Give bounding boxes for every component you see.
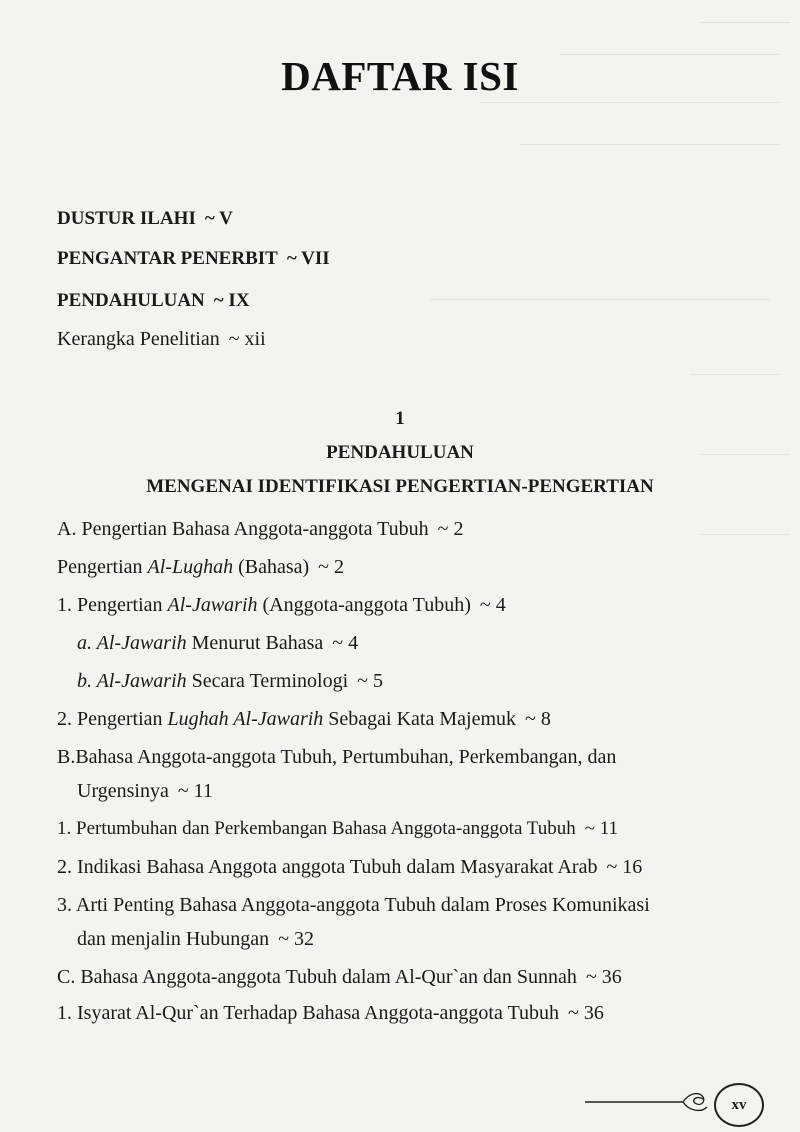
toc-page-ref: V bbox=[219, 208, 233, 229]
toc-entry-text: (Bahasa) bbox=[233, 556, 310, 578]
toc-page-ref: 16 bbox=[622, 856, 643, 878]
toc-entry bbox=[77, 780, 213, 803]
toc-page-ref: 2 bbox=[334, 556, 344, 578]
toc-page-ref: 11 bbox=[193, 780, 213, 802]
toc-entry bbox=[57, 966, 622, 989]
toc-entry-pengantar-penerbit bbox=[57, 248, 330, 270]
toc-separator: ~ bbox=[606, 856, 618, 878]
toc-entry bbox=[57, 556, 344, 579]
toc-separator: ~ bbox=[584, 818, 596, 839]
chapter-number: 1 bbox=[395, 408, 405, 429]
toc-separator: ~ bbox=[204, 208, 215, 229]
toc-separator: ~ bbox=[228, 328, 240, 350]
chapter-subtitle: MENGENAI IDENTIFIKASI PENGERTIAN-PENGERTIAN bbox=[146, 476, 654, 497]
toc-entry bbox=[57, 594, 506, 617]
toc-entry-italic: Lughah Al-Jawarih bbox=[167, 708, 324, 730]
toc-separator: ~ bbox=[585, 966, 597, 988]
toc-entry-text: C. Bahasa Anggota-anggota Tubuh dalam Al-Qur`an dan Sunnah bbox=[57, 966, 577, 988]
toc-entry-text: (Anggota-anggota Tubuh) bbox=[257, 594, 471, 616]
toc-page-ref: 36 bbox=[601, 966, 622, 988]
toc-entry-text: B.Bahasa Anggota-anggota Tubuh, Pertumbuhan, Perkembangan, dan bbox=[57, 746, 617, 768]
toc-entry-text: 2. Indikasi Bahasa Anggota anggota Tubuh dalam Masyarakat Arab bbox=[57, 856, 598, 878]
toc-entry bbox=[57, 894, 659, 917]
toc-page-ref: 32 bbox=[294, 928, 315, 950]
toc-entry-italic: Al-Lughah bbox=[147, 556, 234, 578]
toc-entry-label: DUSTUR ILAHI bbox=[57, 208, 196, 229]
toc-entry-text: 2. Pengertian bbox=[57, 708, 168, 730]
toc-entry bbox=[77, 928, 314, 951]
toc-page-ref: 4 bbox=[348, 632, 359, 654]
toc-entry bbox=[57, 1002, 604, 1025]
toc-separator: ~ bbox=[318, 556, 329, 578]
toc-entry bbox=[57, 708, 551, 731]
toc-entry-text: 1. Pertumbuhan dan Perkembangan Bahasa Anggota-anggota Tubuh bbox=[57, 818, 576, 839]
page-title: DAFTAR ISI bbox=[281, 53, 519, 99]
toc-page-ref: 5 bbox=[372, 670, 383, 692]
toc-entry bbox=[57, 856, 642, 879]
toc-separator: ~ bbox=[177, 780, 189, 802]
toc-separator: ~ bbox=[332, 632, 344, 654]
toc-entry-kerangka-penelitian bbox=[57, 328, 266, 351]
toc-entry-label: PENGANTAR PENERBIT bbox=[57, 248, 278, 269]
toc-entry-label: Kerangka Penelitian bbox=[57, 328, 220, 350]
toc-entry-italic: b. Al-Jawarih bbox=[77, 670, 187, 692]
toc-entry bbox=[57, 746, 625, 769]
toc-page-ref: IX bbox=[228, 290, 250, 311]
toc-entry-text: Sebagai Kata Majemuk bbox=[323, 708, 517, 730]
toc-separator: ~ bbox=[278, 928, 290, 950]
toc-entry-italic: Al-Jawarih bbox=[167, 594, 258, 616]
toc-entry-text: Pengertian bbox=[57, 556, 148, 578]
toc-entry-text: dan menjalin Hubungan bbox=[77, 928, 270, 950]
toc-separator: ~ bbox=[286, 248, 297, 269]
toc-page-ref: VII bbox=[301, 248, 330, 269]
toc-page-ref: 36 bbox=[583, 1002, 604, 1024]
toc-entry-text: 1. Pengertian bbox=[57, 594, 168, 616]
toc-page-ref: 8 bbox=[540, 708, 551, 730]
toc-entry-dustur-ilahi bbox=[57, 208, 233, 230]
toc-page-ref: 2 bbox=[453, 518, 464, 540]
toc-entry-label: PENDAHULUAN bbox=[57, 290, 205, 311]
toc-page-ref: xii bbox=[244, 328, 266, 350]
toc-page-ref: 11 bbox=[599, 818, 619, 839]
toc-entry-text: Menurut Bahasa bbox=[186, 632, 324, 654]
toc-entry bbox=[77, 670, 383, 693]
toc-separator: ~ bbox=[437, 518, 449, 540]
toc-entry bbox=[77, 632, 358, 655]
toc-entry-text: Urgensinya bbox=[77, 780, 169, 802]
toc-entry-text: 3. Arti Penting Bahasa Anggota-anggota Tubuh dalam Proses Komunikasi bbox=[57, 894, 650, 916]
toc-entry-italic: a. Al-Jawarih bbox=[77, 632, 187, 654]
toc-entry-text: Secara Terminologi bbox=[186, 670, 349, 692]
toc-page-ref: 4 bbox=[495, 594, 506, 616]
chapter-title: PENDAHULUAN bbox=[326, 442, 474, 463]
toc-separator: ~ bbox=[357, 670, 368, 692]
toc-separator: ~ bbox=[213, 290, 224, 311]
toc-separator: ~ bbox=[479, 594, 491, 616]
toc-entry-pendahuluan bbox=[57, 290, 250, 312]
page-number: xv bbox=[714, 1083, 764, 1127]
toc-entry-text: 1. Isyarat Al-Qur`an Terhadap Bahasa Anggota-anggota Tubuh bbox=[57, 1002, 560, 1024]
toc-separator: ~ bbox=[568, 1002, 579, 1024]
toc-entry-text: A. Pengertian Bahasa Anggota-anggota Tubuh bbox=[57, 518, 429, 540]
toc-entry bbox=[57, 818, 618, 840]
toc-separator: ~ bbox=[525, 708, 536, 730]
toc-entry bbox=[57, 518, 463, 541]
